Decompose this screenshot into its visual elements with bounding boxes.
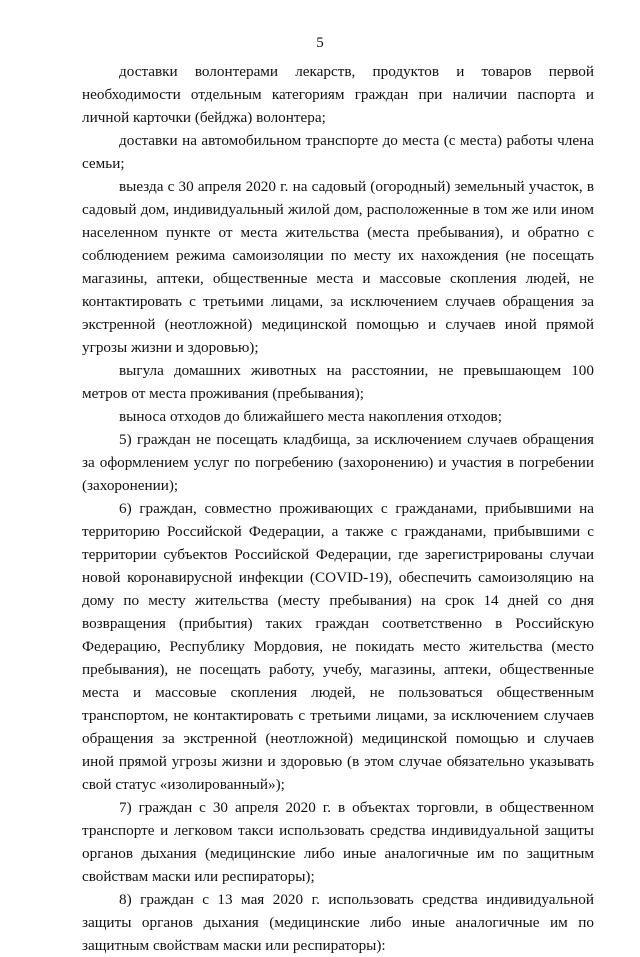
paragraph-pet-walking: выгула домашних животных на расстоянии, не превышающем 100 метров от места проживания (пребывания); bbox=[82, 362, 594, 402]
paragraph-item-7-protective-equipment: 7) граждан с 30 апреля 2020 г. в объектах торговли, в общественном транспорте и легковом такси использовать средства индивидуальной защиты органов дыхания (медицинские либо иные аналогичные им по защитным свойствам маски или респираторы); bbox=[82, 799, 594, 885]
page-number: 5 bbox=[316, 35, 324, 51]
document-body bbox=[82, 60, 594, 957]
paragraph-volunteer-delivery: доставки волонтерами лекарств, продуктов и товаров первой необходимости отдельным категориям граждан при наличии паспорта и личной карточки (бейджа) волонтера; bbox=[82, 63, 594, 126]
paragraph-car-delivery: доставки на автомобильном транспорте до места (с места) работы члена семьи; bbox=[82, 132, 594, 172]
paragraph-waste-removal: выноса отходов до ближайшего места накопления отходов; bbox=[119, 408, 502, 425]
paragraph-item-5-cemeteries: 5) граждан не посещать кладбища, за исключением случаев обращения за оформлением услуг по погребению (захоронению) и участия в погребении (захоронении); bbox=[82, 431, 594, 494]
paragraph-item-6-self-isolation: 6) граждан, совместно проживающих с гражданами, прибывшими на территорию Российской Федерации, а также с гражданами, прибывшими с территории субъектов Российской Федерации, где зарегистрированы случаи новой коронавирусной инфекции (COVID-19), обеспечить самоизоляцию на дому по месту жительства (месту пребывания) на срок 14 дней со дня возвращения (прибытия) таких граждан соответственно в Российскую Федерацию, Республику Мордовия, не покидать место жительства (место пребывания), не посещать работу, учебу, магазины, аптеки, общественные места и массовые скопления людей, не пользоваться общественным транспортом, не контактировать с третьими лицами, за исключением случаев обращения за экстренной (неотложной) медицинской помощью и случаев иной прямой угрозы жизни и здоровью (в этом случае обязательно указывать свой статус «изолированный»); bbox=[82, 500, 594, 793]
paragraph-garden-trip: выезда с 30 апреля 2020 г. на садовый (огородный) земельный участок, в садовый дом, индивидуальный жилой дом, расположенные в том же или ином населенном пункте от места жительства (места пребывания), и обратно с соблюдением режима самоизоляции по месту их нахождения (не посещать магазины, аптеки, общественные места и массовые скопления людей, не контактировать с третьими лицами, за исключением случаев обращения за экстренной (неотложной) медицинской помощью и случаев иной прямой угрозы жизни и здоровью); bbox=[82, 178, 594, 356]
paragraph-item-8-masks: 8) граждан с 13 мая 2020 г. использовать средства индивидуальной защиты органов дыхания (медицинские либо иные аналогичные им по защитным свойствам маски или респираторы): bbox=[82, 891, 594, 954]
